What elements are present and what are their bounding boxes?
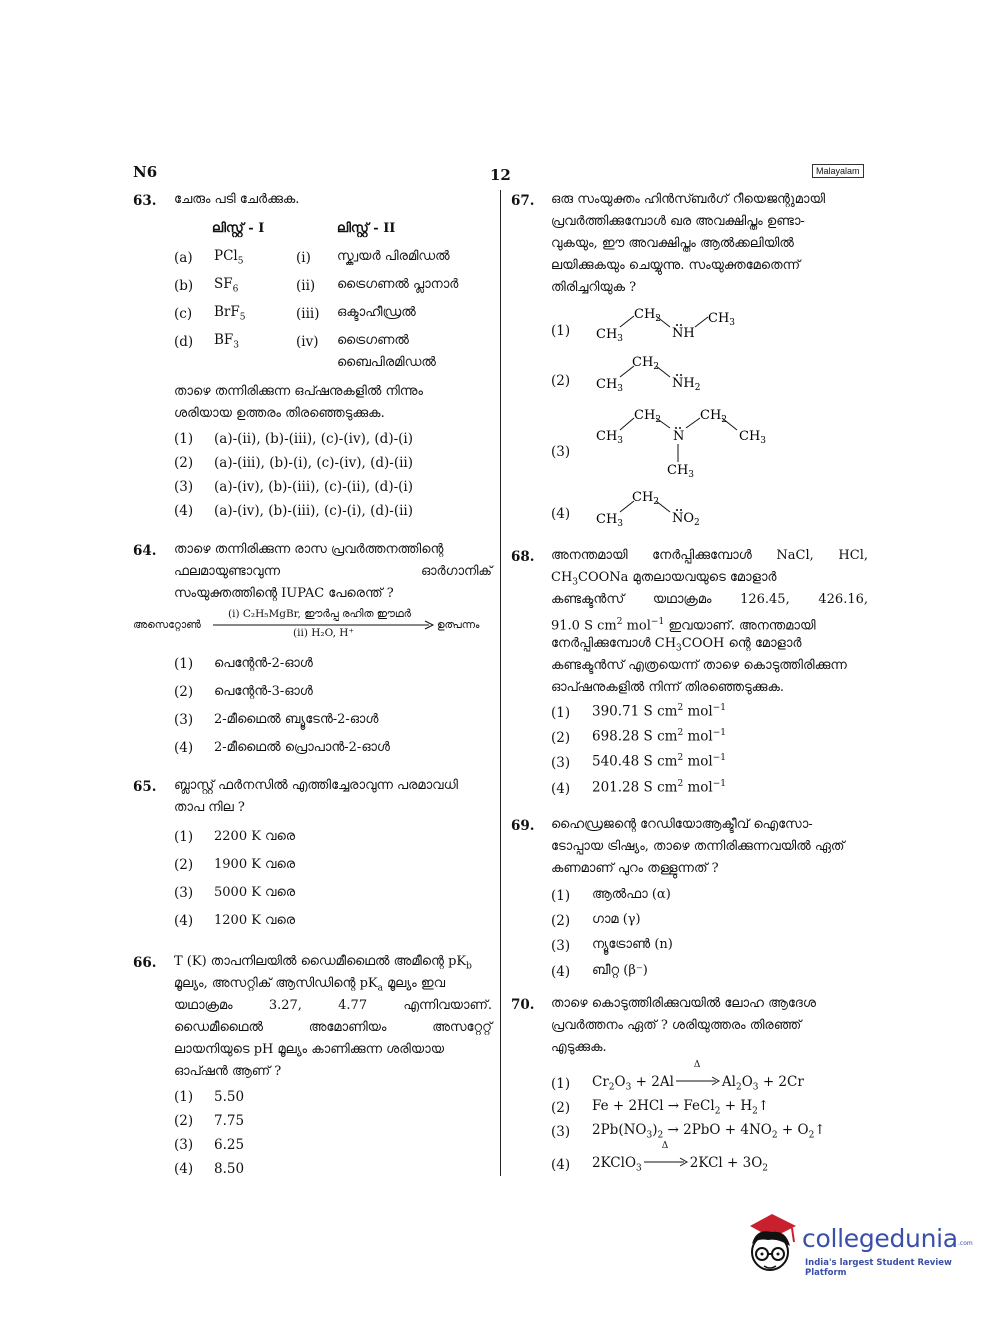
formula: PCl$_5$ [214, 248, 244, 267]
geometry: സ്ക്വയർ പിരമിഡൽ [337, 249, 450, 264]
option-text: 7.75 [214, 1113, 245, 1129]
language-label: Malayalam [812, 164, 864, 178]
option-text: 390.71 S $cm^2$ mol$^{-1}$ [592, 703, 727, 720]
question-text: ഓപ്ഷൻ ആണ് ? [174, 1064, 282, 1079]
svg-text:CH2: $CH_2$ [700, 408, 728, 425]
option-number: (3) [174, 712, 194, 728]
collegedunia-watermark [740, 1212, 975, 1282]
option-text: ന്യൂട്രോൺ (n) [592, 937, 673, 952]
question-number: 66. [133, 955, 157, 971]
delta-symbol: Δ [661, 1141, 669, 1151]
row-label: (c) [174, 306, 193, 322]
question-text: മൂല്യം, അസറ്റിക് ആസിഡിന്റെ $pK_a$ മൂല്യം ഇവ [174, 976, 446, 994]
option-number: (3) [174, 1137, 194, 1153]
question-text: നേർപ്പിക്കുമ്പോൾ $CH_3COOH$ ന്റെ മോളാർ [551, 636, 802, 654]
question-text: ചേരും പടി ചേർക്കുക. [174, 192, 300, 207]
brand-tagline: India's largest Student Review Platform [805, 1258, 952, 1278]
option-number: (4) [551, 506, 571, 522]
geometry: ട്രൈഗണൽ പ്ലാനാർ [337, 277, 459, 292]
question-text: കണ്ടക്ടൻസ് യഥാക്രമം 126.45, 426.16, [551, 592, 868, 607]
equation-1: $Cr_2O_3 + 2Al$ Δ $Al_2O_3 + 2Cr$ [592, 1060, 804, 1093]
option-number: (3) [551, 938, 571, 954]
svg-text:NO2: $NO_2$ [672, 511, 700, 528]
question-text: അനന്തമായി നേർപ്പിക്കുമ്പോൾ NaCl, HCl, [551, 548, 868, 563]
option-number: (4) [551, 781, 571, 797]
option-number: (1) [551, 888, 571, 904]
svg-text:CH3: $CH_3$ [596, 512, 624, 529]
question-text: ബ്ലാസ്റ്റ് ഫർനസിൽ എത്തിച്ചേരാവുന്ന പരമാവധി [174, 778, 458, 793]
option-number: (1) [174, 431, 194, 447]
option-number: (2) [174, 1113, 194, 1129]
question-text: ഫലമായുണ്ടാവുന്ന ഓർഗാനിക് [174, 564, 492, 579]
option-text: 6.25 [214, 1137, 245, 1153]
mascot-icon [740, 1212, 802, 1280]
option-number: (2) [174, 684, 194, 700]
formula: $BF_3$ [214, 332, 240, 351]
row-index: (ii) [296, 278, 316, 294]
option-number: (1) [174, 656, 194, 672]
option-text: (a)-(iii), (b)-(i), (c)-(iv), (d)-(ii) [214, 455, 414, 471]
option-number: (4) [551, 964, 571, 980]
option-number: (4) [551, 1157, 571, 1173]
question-number: 67. [511, 193, 535, 209]
option-number: (2) [551, 373, 571, 389]
option-text: 698.28 S $cm^2$ mol$^{-1}$ [592, 728, 727, 745]
option-text: 5.50 [214, 1089, 245, 1105]
option-text: 2200 K വരെ [214, 829, 296, 844]
question-text: T (K) താപനിലയിൽ ഡൈമീഥൈൽ അമീന്റെ $pK_b$ [174, 954, 472, 972]
option-text: 2-മീഥൈൽ പ്രൊപാൻ-2-ഓൾ [214, 740, 390, 755]
svg-text:N: N [673, 429, 685, 444]
question-number: 63. [133, 193, 157, 209]
option-text: പെന്റേൻ-3-ഓൾ [214, 684, 313, 699]
option-number: (2) [551, 913, 571, 929]
svg-text:CH2: $CH_2$ [634, 307, 662, 324]
question-text: ടോപ്പായ ട്രിഷ്യം, താഴെ തന്നിരിക്കുന്നവയിൽ ഏത് [551, 839, 845, 854]
question-text: ഡൈമീഥൈൽ അമോണിയം അസറ്റേറ്റ് [174, 1020, 492, 1035]
option-text: 1200 K വരെ [214, 913, 296, 928]
question-text: പ്രവർത്തനം ഏത് ? ശരിയുത്തരം തിരഞ്ഞ് [551, 1018, 802, 1033]
svg-text:NH2: $NH_2$ [672, 376, 701, 393]
option-text: 201.28 S $cm^2$ mol$^{-1}$ [592, 779, 727, 796]
brand-name: collegedunia [802, 1224, 958, 1253]
svg-text:CH3: $CH_3$ [708, 311, 736, 328]
option-number: (3) [551, 444, 571, 460]
option-number: (1) [174, 829, 194, 845]
geometry: ട്രൈഗണൽ [337, 333, 409, 348]
option-number: (4) [174, 1161, 194, 1177]
row-label: (a) [174, 250, 193, 266]
question-text: ഓപ്ഷനുകളിൽ നിന്ന് തിരഞ്ഞെടുക്കുക. [551, 680, 785, 695]
column-divider [500, 190, 501, 1176]
option-number: (1) [551, 323, 571, 339]
option-text: (a)-(ii), (b)-(iii), (c)-(iv), (d)-(i) [214, 431, 414, 447]
question-number: 68. [511, 549, 535, 565]
reagent-1: (i) C₂H₅MgBr, ഈർപ്പ രഹിത ഈഥർ [228, 608, 411, 620]
instruction: ശരിയായ ഉത്തരം തിരഞ്ഞെടുക്കുക. [174, 406, 385, 421]
option-number: (2) [551, 730, 571, 746]
svg-text:CH3: $CH_3$ [596, 377, 624, 394]
option-text: 540.48 S $cm^2$ mol$^{-1}$ [592, 753, 727, 770]
option-number: (1) [551, 1076, 571, 1092]
structure-2 [590, 350, 750, 396]
svg-text:CH3: $CH_3$ [667, 463, 695, 480]
option-number: (4) [174, 913, 194, 929]
option-number: (1) [551, 705, 571, 721]
question-text: ഒരു സംയുക്തം ഹിൻസ്ബർഗ് റീയെജന്റുമായി [551, 192, 826, 207]
question-text: 91.0 S $cm^2$ mol$^{-1}$ ഇവയാണ്. അനന്തമായി [551, 617, 816, 634]
svg-text:CH3: $CH_3$ [596, 429, 624, 446]
paper-code: N6 [133, 163, 158, 181]
svg-text:NH: NH [672, 326, 695, 341]
option-number: (3) [174, 479, 194, 495]
option-text: ബീറ്റ (β⁻) [592, 963, 648, 978]
structure-4 [590, 483, 750, 529]
page-number: 12 [490, 166, 511, 184]
reagent-2: (ii) H₂O, H⁺ [293, 627, 354, 639]
question-text: $CH_3COONa$ മുതലായവയുടെ മോളാർ [551, 570, 777, 588]
question-number: 64. [133, 543, 157, 559]
row-label: (b) [174, 278, 194, 294]
question-text: തിരിച്ചറിയുക ? [551, 280, 637, 295]
question-text: താഴെ തന്നിരിക്കുന്ന രാസ പ്രവർത്തനത്തിന്റെ [174, 542, 444, 557]
option-text: 1900 K വരെ [214, 857, 296, 872]
geometry: ഒക്ടാഹീഡ്രൽ [337, 305, 416, 320]
question-text: താഴെ കൊടുത്തിരിക്കുവയിൽ ലോഹ ആദേശ [551, 996, 816, 1011]
structure-1 [590, 300, 750, 346]
option-text: 8.50 [214, 1161, 245, 1177]
option-text: പെന്റേൻ-2-ഓൾ [214, 656, 313, 671]
option-text: ആൽഫാ (α) [592, 887, 671, 902]
svg-text:CH2: $CH_2$ [632, 490, 660, 507]
question-number: 65. [133, 779, 157, 795]
option-text: 5000 K വരെ [214, 885, 296, 900]
question-text: ലയിക്കുകയും ചെയ്യുന്നു. സംയുക്തമേതെന്ന് [551, 258, 801, 273]
question-text: യഥാക്രമം 3.27, 4.77 എന്നിവയാണ്. [174, 998, 492, 1013]
delta-symbol: Δ [693, 1060, 701, 1070]
option-number: (3) [551, 755, 571, 771]
option-number: (2) [174, 455, 194, 471]
option-number: (4) [174, 740, 194, 756]
equation-4: 2KClO$_3$ Δ $2KCl + 3O_2$ [592, 1141, 769, 1174]
geometry-cont: ബൈപിരമിഡൽ [337, 355, 436, 370]
question-text: കണമാണ് പുറം തള്ളുന്നത് ? [551, 861, 719, 876]
question-text: കണ്ടക്ടൻസ് എത്രയെന്ന് താഴെ കൊടുത്തിരിക്കുന്ന [551, 658, 847, 673]
formula: $SF_6$ [214, 276, 239, 295]
list2-title: ലിസ്റ്റ് - II [337, 221, 396, 236]
option-number: (1) [174, 1089, 194, 1105]
question-text: പ്രവർത്തിക്കുമ്പോൾ ഖര അവക്ഷിപ്തം ഉണ്ടാ- [551, 214, 805, 229]
equation-2: Fe + 2HCl → FeCl$_2$ + $H_2↑$ [592, 1098, 770, 1117]
instruction: താഴെ തന്നിരിക്കുന്ന ഒപ്ഷനുകളിൽ നിന്നും [174, 384, 423, 399]
question-text: സംയുക്തത്തിന്റെ IUPAC പേരെന്ത് ? [174, 586, 394, 601]
row-index: (iii) [296, 306, 320, 322]
list1-title: ലിസ്റ്റ് - I [212, 221, 265, 236]
question-text: താപ നില ? [174, 800, 245, 815]
question-text: വുകയും, ഈ അവക്ഷിപ്തം ആൽക്കലിയിൽ [551, 236, 794, 251]
svg-text:CH2: $CH_2$ [634, 408, 662, 425]
option-number: (2) [174, 857, 194, 873]
svg-text:CH3: $CH_3$ [596, 327, 624, 344]
option-text: (a)-(iv), (b)-(iii), (c)-(i), (d)-(ii) [214, 503, 414, 519]
option-text: 2-മീഥൈൽ ബ്യൂടേൻ-2-ഓൾ [214, 712, 379, 727]
row-index: (i) [296, 250, 311, 266]
row-label: (d) [174, 334, 194, 350]
reactant: അസെറ്റോൺ [133, 619, 201, 631]
svg-text:CH2: $CH_2$ [632, 355, 660, 372]
option-text: ഗാമ (γ) [592, 912, 641, 927]
question-number: 70. [511, 997, 535, 1013]
option-number: (3) [174, 885, 194, 901]
option-text: (a)-(iv), (b)-(iii), (c)-(ii), (d)-(i) [214, 479, 414, 495]
product: ഉത്പന്നം [437, 619, 480, 631]
question-text: ലായനിയുടെ pH മൂല്യം കാണിക്കുന്ന ശരിയായ [174, 1042, 444, 1057]
question-text: ഹൈഡ്രജന്റെ റേഡിയോആക്ടീവ് ഐസോ- [551, 817, 813, 832]
formula: BrF$_5$ [214, 304, 246, 323]
question-text: എടുക്കുക. [551, 1040, 607, 1055]
question-number: 69. [511, 818, 535, 834]
row-index: (iv) [296, 334, 319, 350]
svg-text:CH3: $CH_3$ [739, 429, 767, 446]
structure-3 [590, 400, 780, 482]
option-number: (3) [551, 1124, 571, 1140]
option-number: (4) [174, 503, 194, 519]
brand-tld: .com [958, 1240, 973, 1247]
option-number: (2) [551, 1100, 571, 1116]
equation-3: $2Pb(NO_3)_2 \to 2PbO + 4NO_2$ + $O_2↑$ [592, 1122, 826, 1141]
